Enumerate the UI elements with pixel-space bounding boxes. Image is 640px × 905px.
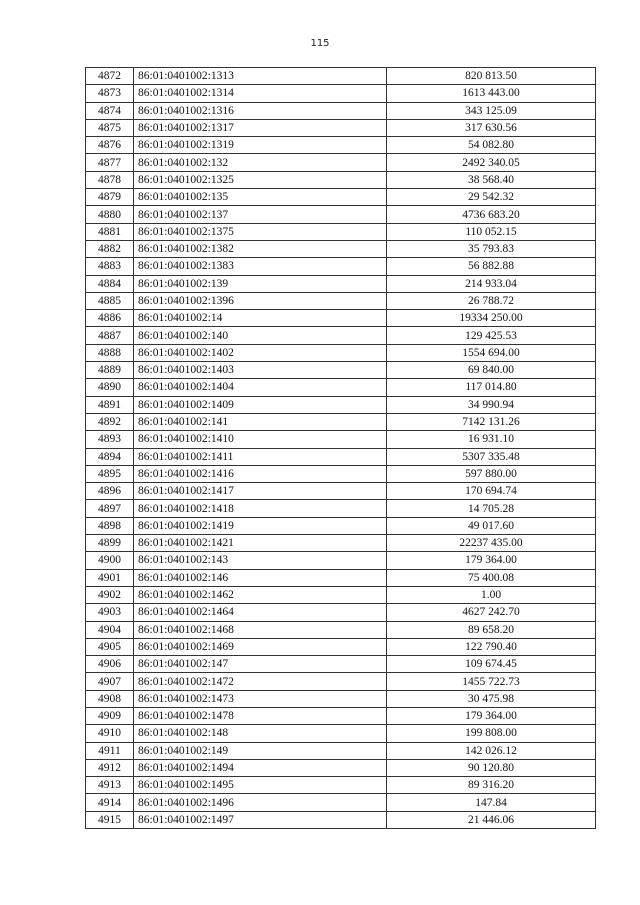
row-number-cell: 4878 [86, 171, 134, 188]
row-number-cell: 4898 [86, 517, 134, 534]
cadastral-number-cell: 86:01:0401002:1473 [134, 690, 387, 707]
cadastral-value-cell: 117 014.80 [387, 379, 596, 396]
row-number-cell: 4879 [86, 189, 134, 206]
cadastral-value-cell: 90 120.80 [387, 759, 596, 776]
cadastral-value-cell: 89 658.20 [387, 621, 596, 638]
table-row [86, 171, 596, 188]
table-row [86, 413, 596, 430]
cadastral-value-cell: 122 790.40 [387, 638, 596, 655]
cadastral-number-cell: 86:01:0401002:1375 [134, 223, 387, 240]
table-row [86, 690, 596, 707]
table-body [86, 68, 596, 829]
table-row [86, 85, 596, 102]
table-row [86, 258, 596, 275]
row-number-cell: 4874 [86, 102, 134, 119]
cadastral-value-cell: 1.00 [387, 586, 596, 603]
row-number-cell: 4889 [86, 362, 134, 379]
table-row [86, 344, 596, 361]
row-number-cell: 4894 [86, 448, 134, 465]
table-row [86, 68, 596, 85]
cadastral-number-cell: 86:01:0401002:132 [134, 154, 387, 171]
cadastral-value-cell: 147.84 [387, 794, 596, 811]
cadastral-number-cell: 86:01:0401002:1468 [134, 621, 387, 638]
cadastral-number-cell: 86:01:0401002:1409 [134, 396, 387, 413]
cadastral-value-cell: 1554 694.00 [387, 344, 596, 361]
cadastral-value-table [85, 67, 596, 829]
table-row [86, 431, 596, 448]
table-row [86, 206, 596, 223]
table-row [86, 673, 596, 690]
table-row [86, 742, 596, 759]
cadastral-value-cell: 26 788.72 [387, 292, 596, 309]
row-number-cell: 4885 [86, 292, 134, 309]
table-row [86, 310, 596, 327]
cadastral-number-cell: 86:01:0401002:1317 [134, 119, 387, 136]
cadastral-number-cell: 86:01:0401002:146 [134, 569, 387, 586]
cadastral-number-cell: 86:01:0401002:1403 [134, 362, 387, 379]
cadastral-number-cell: 86:01:0401002:1495 [134, 777, 387, 794]
cadastral-number-cell: 86:01:0401002:1404 [134, 379, 387, 396]
cadastral-number-cell: 86:01:0401002:149 [134, 742, 387, 759]
row-number-cell: 4914 [86, 794, 134, 811]
row-number-cell: 4891 [86, 396, 134, 413]
row-number-cell: 4903 [86, 604, 134, 621]
row-number-cell: 4909 [86, 707, 134, 724]
row-number-cell: 4905 [86, 638, 134, 655]
table-row [86, 535, 596, 552]
cadastral-value-cell: 4736 683.20 [387, 206, 596, 223]
table-row [86, 292, 596, 309]
row-number-cell: 4893 [86, 431, 134, 448]
row-number-cell: 4900 [86, 552, 134, 569]
cadastral-number-cell: 86:01:0401002:1410 [134, 431, 387, 448]
cadastral-number-cell: 86:01:0401002:1497 [134, 811, 387, 828]
cadastral-value-cell: 56 882.88 [387, 258, 596, 275]
table-row [86, 500, 596, 517]
row-number-cell: 4902 [86, 586, 134, 603]
row-number-cell: 4873 [86, 85, 134, 102]
cadastral-value-cell: 69 840.00 [387, 362, 596, 379]
row-number-cell: 4892 [86, 413, 134, 430]
row-number-cell: 4895 [86, 465, 134, 482]
cadastral-value-cell: 7142 131.26 [387, 413, 596, 430]
cadastral-value-cell: 4627 242.70 [387, 604, 596, 621]
cadastral-number-cell: 86:01:0401002:1383 [134, 258, 387, 275]
cadastral-number-cell: 86:01:0401002:1494 [134, 759, 387, 776]
cadastral-number-cell: 86:01:0401002:141 [134, 413, 387, 430]
cadastral-value-cell: 22237 435.00 [387, 535, 596, 552]
table-row [86, 638, 596, 655]
cadastral-number-cell: 86:01:0401002:1418 [134, 500, 387, 517]
cadastral-number-cell: 86:01:0401002:1316 [134, 102, 387, 119]
table-row [86, 552, 596, 569]
table-row [86, 223, 596, 240]
cadastral-value-cell: 34 990.94 [387, 396, 596, 413]
table-row [86, 725, 596, 742]
cadastral-value-cell: 54 082.80 [387, 137, 596, 154]
cadastral-value-cell: 110 052.15 [387, 223, 596, 240]
cadastral-number-cell: 86:01:0401002:1496 [134, 794, 387, 811]
row-number-cell: 4912 [86, 759, 134, 776]
cadastral-value-cell: 14 705.28 [387, 500, 596, 517]
row-number-cell: 4908 [86, 690, 134, 707]
cadastral-value-cell: 49 017.60 [387, 517, 596, 534]
cadastral-value-cell: 29 542.32 [387, 189, 596, 206]
cadastral-value-cell: 30 475.98 [387, 690, 596, 707]
page-number: 115 [310, 38, 330, 49]
cadastral-value-cell: 2492 340.05 [387, 154, 596, 171]
row-number-cell: 4884 [86, 275, 134, 292]
cadastral-value-cell: 38 568.40 [387, 171, 596, 188]
cadastral-number-cell: 86:01:0401002:1421 [134, 535, 387, 552]
cadastral-number-cell: 86:01:0401002:14 [134, 310, 387, 327]
cadastral-value-cell: 19334 250.00 [387, 310, 596, 327]
cadastral-number-cell: 86:01:0401002:143 [134, 552, 387, 569]
cadastral-number-cell: 86:01:0401002:137 [134, 206, 387, 223]
table-row [86, 240, 596, 257]
cadastral-number-cell: 86:01:0401002:1469 [134, 638, 387, 655]
cadastral-number-cell: 86:01:0401002:1417 [134, 483, 387, 500]
row-number-cell: 4897 [86, 500, 134, 517]
row-number-cell: 4907 [86, 673, 134, 690]
table-row [86, 137, 596, 154]
cadastral-number-cell: 86:01:0401002:1411 [134, 448, 387, 465]
cadastral-number-cell: 86:01:0401002:1472 [134, 673, 387, 690]
table-row [86, 102, 596, 119]
table-row [86, 604, 596, 621]
table-row [86, 396, 596, 413]
table-row [86, 327, 596, 344]
table-row [86, 811, 596, 828]
row-number-cell: 4882 [86, 240, 134, 257]
cadastral-value-cell: 597 880.00 [387, 465, 596, 482]
cadastral-number-cell: 86:01:0401002:1319 [134, 137, 387, 154]
cadastral-value-cell: 129 425.53 [387, 327, 596, 344]
table-row [86, 362, 596, 379]
row-number-cell: 4883 [86, 258, 134, 275]
table-row [86, 517, 596, 534]
row-number-cell: 4880 [86, 206, 134, 223]
cadastral-value-cell: 89 316.20 [387, 777, 596, 794]
row-number-cell: 4881 [86, 223, 134, 240]
cadastral-value-cell: 21 446.06 [387, 811, 596, 828]
cadastral-number-cell: 86:01:0401002:147 [134, 656, 387, 673]
cadastral-value-cell: 343 125.09 [387, 102, 596, 119]
table-row [86, 621, 596, 638]
cadastral-number-cell: 86:01:0401002:1382 [134, 240, 387, 257]
row-number-cell: 4875 [86, 119, 134, 136]
cadastral-number-cell: 86:01:0401002:135 [134, 189, 387, 206]
cadastral-value-cell: 5307 335.48 [387, 448, 596, 465]
cadastral-number-cell: 86:01:0401002:1325 [134, 171, 387, 188]
cadastral-value-cell: 820 813.50 [387, 68, 596, 85]
table-row [86, 154, 596, 171]
table-row [86, 119, 596, 136]
cadastral-value-cell: 170 694.74 [387, 483, 596, 500]
cadastral-value-cell: 142 026.12 [387, 742, 596, 759]
cadastral-number-cell: 86:01:0401002:1478 [134, 707, 387, 724]
cadastral-number-cell: 86:01:0401002:1416 [134, 465, 387, 482]
row-number-cell: 4910 [86, 725, 134, 742]
cadastral-value-cell: 214 933.04 [387, 275, 596, 292]
cadastral-number-cell: 86:01:0401002:1464 [134, 604, 387, 621]
cadastral-number-cell: 86:01:0401002:140 [134, 327, 387, 344]
cadastral-number-cell: 86:01:0401002:1402 [134, 344, 387, 361]
table-row [86, 656, 596, 673]
cadastral-number-cell: 86:01:0401002:1314 [134, 85, 387, 102]
cadastral-value-cell: 35 793.83 [387, 240, 596, 257]
cadastral-value-cell: 1455 722.73 [387, 673, 596, 690]
row-number-cell: 4915 [86, 811, 134, 828]
table-row [86, 448, 596, 465]
cadastral-number-cell: 86:01:0401002:1396 [134, 292, 387, 309]
row-number-cell: 4913 [86, 777, 134, 794]
cadastral-number-cell: 86:01:0401002:1419 [134, 517, 387, 534]
row-number-cell: 4886 [86, 310, 134, 327]
cadastral-value-cell: 1613 443.00 [387, 85, 596, 102]
row-number-cell: 4876 [86, 137, 134, 154]
table-row [86, 275, 596, 292]
table-row [86, 777, 596, 794]
row-number-cell: 4877 [86, 154, 134, 171]
table-row [86, 707, 596, 724]
table-row [86, 569, 596, 586]
cadastral-number-cell: 86:01:0401002:1313 [134, 68, 387, 85]
cadastral-number-cell: 86:01:0401002:139 [134, 275, 387, 292]
row-number-cell: 4899 [86, 535, 134, 552]
table-row [86, 794, 596, 811]
table-row [86, 483, 596, 500]
table-row [86, 759, 596, 776]
table-row [86, 586, 596, 603]
cadastral-value-cell: 75 400.08 [387, 569, 596, 586]
cadastral-number-cell: 86:01:0401002:1462 [134, 586, 387, 603]
cadastral-value-cell: 317 630.56 [387, 119, 596, 136]
row-number-cell: 4901 [86, 569, 134, 586]
table-row [86, 379, 596, 396]
cadastral-value-cell: 199 808.00 [387, 725, 596, 742]
row-number-cell: 4888 [86, 344, 134, 361]
row-number-cell: 4896 [86, 483, 134, 500]
row-number-cell: 4911 [86, 742, 134, 759]
row-number-cell: 4906 [86, 656, 134, 673]
table-row [86, 189, 596, 206]
row-number-cell: 4890 [86, 379, 134, 396]
cadastral-value-cell: 109 674.45 [387, 656, 596, 673]
row-number-cell: 4887 [86, 327, 134, 344]
cadastral-value-cell: 179 364.00 [387, 707, 596, 724]
row-number-cell: 4904 [86, 621, 134, 638]
row-number-cell: 4872 [86, 68, 134, 85]
cadastral-value-cell: 16 931.10 [387, 431, 596, 448]
table-row [86, 465, 596, 482]
cadastral-number-cell: 86:01:0401002:148 [134, 725, 387, 742]
cadastral-value-cell: 179 364.00 [387, 552, 596, 569]
